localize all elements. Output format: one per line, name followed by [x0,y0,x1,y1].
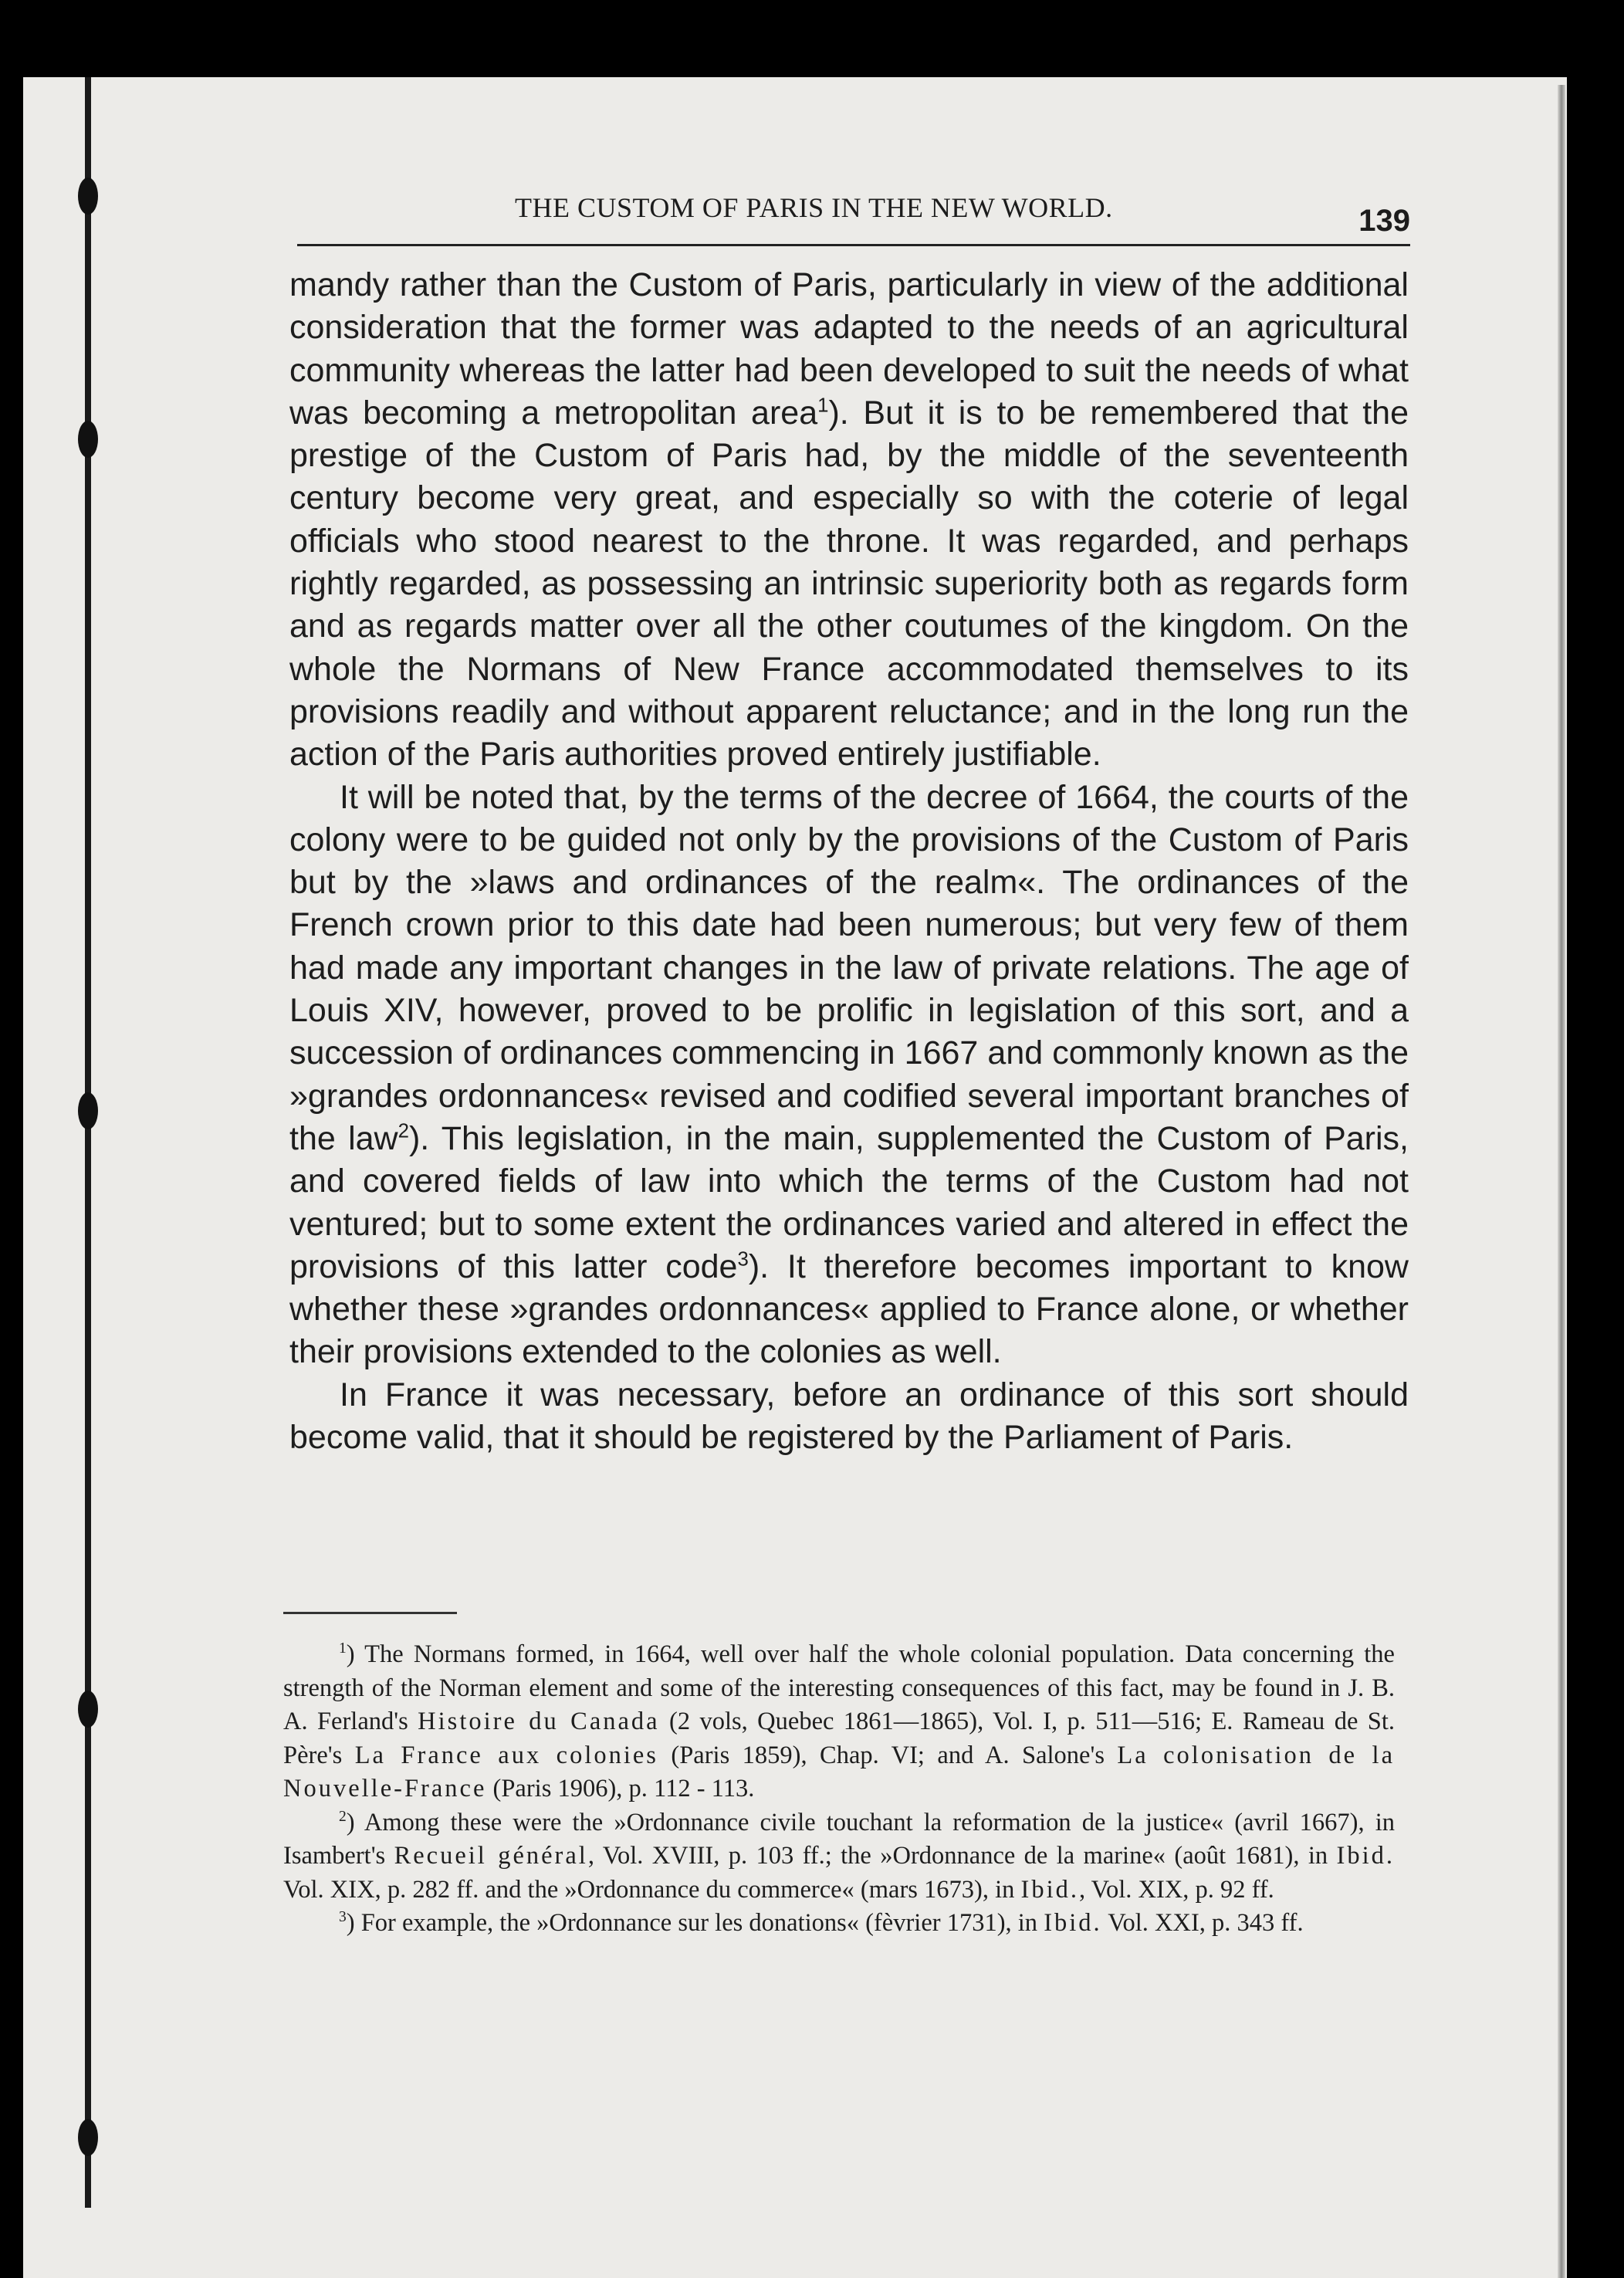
spaced-title: La France aux colonies [354,1741,658,1769]
page-number: 139 [1358,204,1410,238]
footnotes [283,1638,1395,1941]
text-run: ) The Normans formed, in 1664, well over half the whole colonial population. Data concerning the strength of the Norman element and some of the interesting consequences of this fact, may be found in J. B. A. Ferland's [283,1640,1395,1735]
text-run: (Paris 1906), p. 112 - 113. [486,1775,755,1802]
paragraph [289,777,1409,1374]
spaced-title: La colonisation de la Nouvelle-France [283,1741,1395,1802]
spaced-title: Recueil général [394,1842,588,1870]
header-rule [297,244,1410,246]
running-title: THE CUSTOM OF PARIS IN THE NEW WORLD. [515,192,1113,223]
text-run: mandy rather than the Custom of Paris, particularly in view of the additional consideration that the former was adapted to the needs of an agricultural community whereas the latter had been developed to suit the needs of what was becoming a metropolitan area [289,266,1409,432]
text-run: (2 vols, Quebec 1861—1865), Vol. I, p. 511—516; E. Rameau de St. Père's [283,1708,1395,1769]
footnote-mark: 2 [339,1808,347,1825]
spaced-title: Ibid. [1020,1875,1079,1904]
binding-thread-mark [78,1092,98,1129]
spaced-title: Ibid. [1336,1842,1395,1870]
binding-thread-mark [78,1691,98,1728]
footnote [283,1907,1395,1941]
text-run: ). This legislation, in the main, supplemented the Custom of Paris, and covered fields of law into which the terms of the Custom had not ventured; but to some extent the ordinances varied and altered in effect the provisions of this latter code [289,1119,1409,1285]
paragraph [289,264,1409,777]
footnote-mark: 1 [339,1640,347,1657]
binding-thread-mark [78,2119,98,2156]
footnote-ref: 1 [817,394,829,417]
running-header [297,191,1410,253]
page-edge-shadow [1558,85,1565,2278]
footnote-mark: 3 [339,1909,347,1926]
spaced-title: Histoire du Canada [418,1708,660,1735]
footnote-ref: 3 [737,1248,749,1271]
text-run: Vol. XXI, p. 343 ff. [1101,1909,1304,1937]
body-text [289,264,1409,1459]
footnote [283,1638,1395,1806]
text-run: (Paris 1859), Chap. VI; and A. Salone's [658,1741,1118,1769]
binding-spine [85,77,91,2208]
footnote-rule [283,1612,457,1614]
paragraph: In France it was necessary, before an ordinance of this sort should become valid, that it should be registered by the Parliament of Paris. [289,1376,1409,1457]
footnote [283,1806,1395,1907]
spaced-title: Ibid. [1044,1909,1102,1937]
text-run: It will be noted that, by the terms of the decree of 1664, the courts of the colony were to be guided not only by the provisions of the Custom of Paris but by the »laws and ordinances of the realm«. The ordinances of the French crown prior to this date had been numerous; but very few of them had made any important changes in the law of private relations. The age of Louis XIV, however, proved to be prolific in legislation of this sort, and a succession of ordinances commencing in 1667 and commonly known as the »grandes ordonnances« revised and codified several important branches of the law [289,778,1409,1157]
binding-thread-mark [78,178,98,215]
text-run: ) Among these were the »Ordonnance civile touchant la reformation de la justice« (avril 1667), in Isambert's [283,1808,1395,1870]
text-run: , Vol. XVIII, p. 103 ff.; the »Ordonnance de la marine« (août 1681), in [587,1842,1337,1870]
text-run: ). But it is to be remembered that the prestige of the Custom of Paris had, by the middle of the seventeenth century become very great, and especially so with the coterie of legal officials who stood nearest to the throne. It was regarded, and perhaps rightly regarded, as possessing an intrinsic superiority both as regards form and as regards matter over all the other coutumes of the kingdom. On the whole the Normans of New France accommodated themselves to its provisions readily and without apparent reluctance; and in the long run the action of the Paris authorities proved entirely justifiable. [289,394,1409,773]
text-run: ) For example, the »Ordonnance sur les donations« (fèvrier 1731), in [346,1909,1044,1937]
binding-thread-mark [78,421,98,458]
footnote-ref: 2 [398,1120,409,1142]
text-run: Vol. XIX, p. 282 ff. and the »Ordonnance du commerce« (mars 1673), in [283,1875,1021,1904]
text-run: , Vol. XIX, p. 92 ff. [1079,1875,1274,1904]
text-run: ). It therefore becomes important to know whether these »grandes ordonnances« applied to France alone, or whether their provisions extended to the colonies as well. [289,1247,1409,1371]
